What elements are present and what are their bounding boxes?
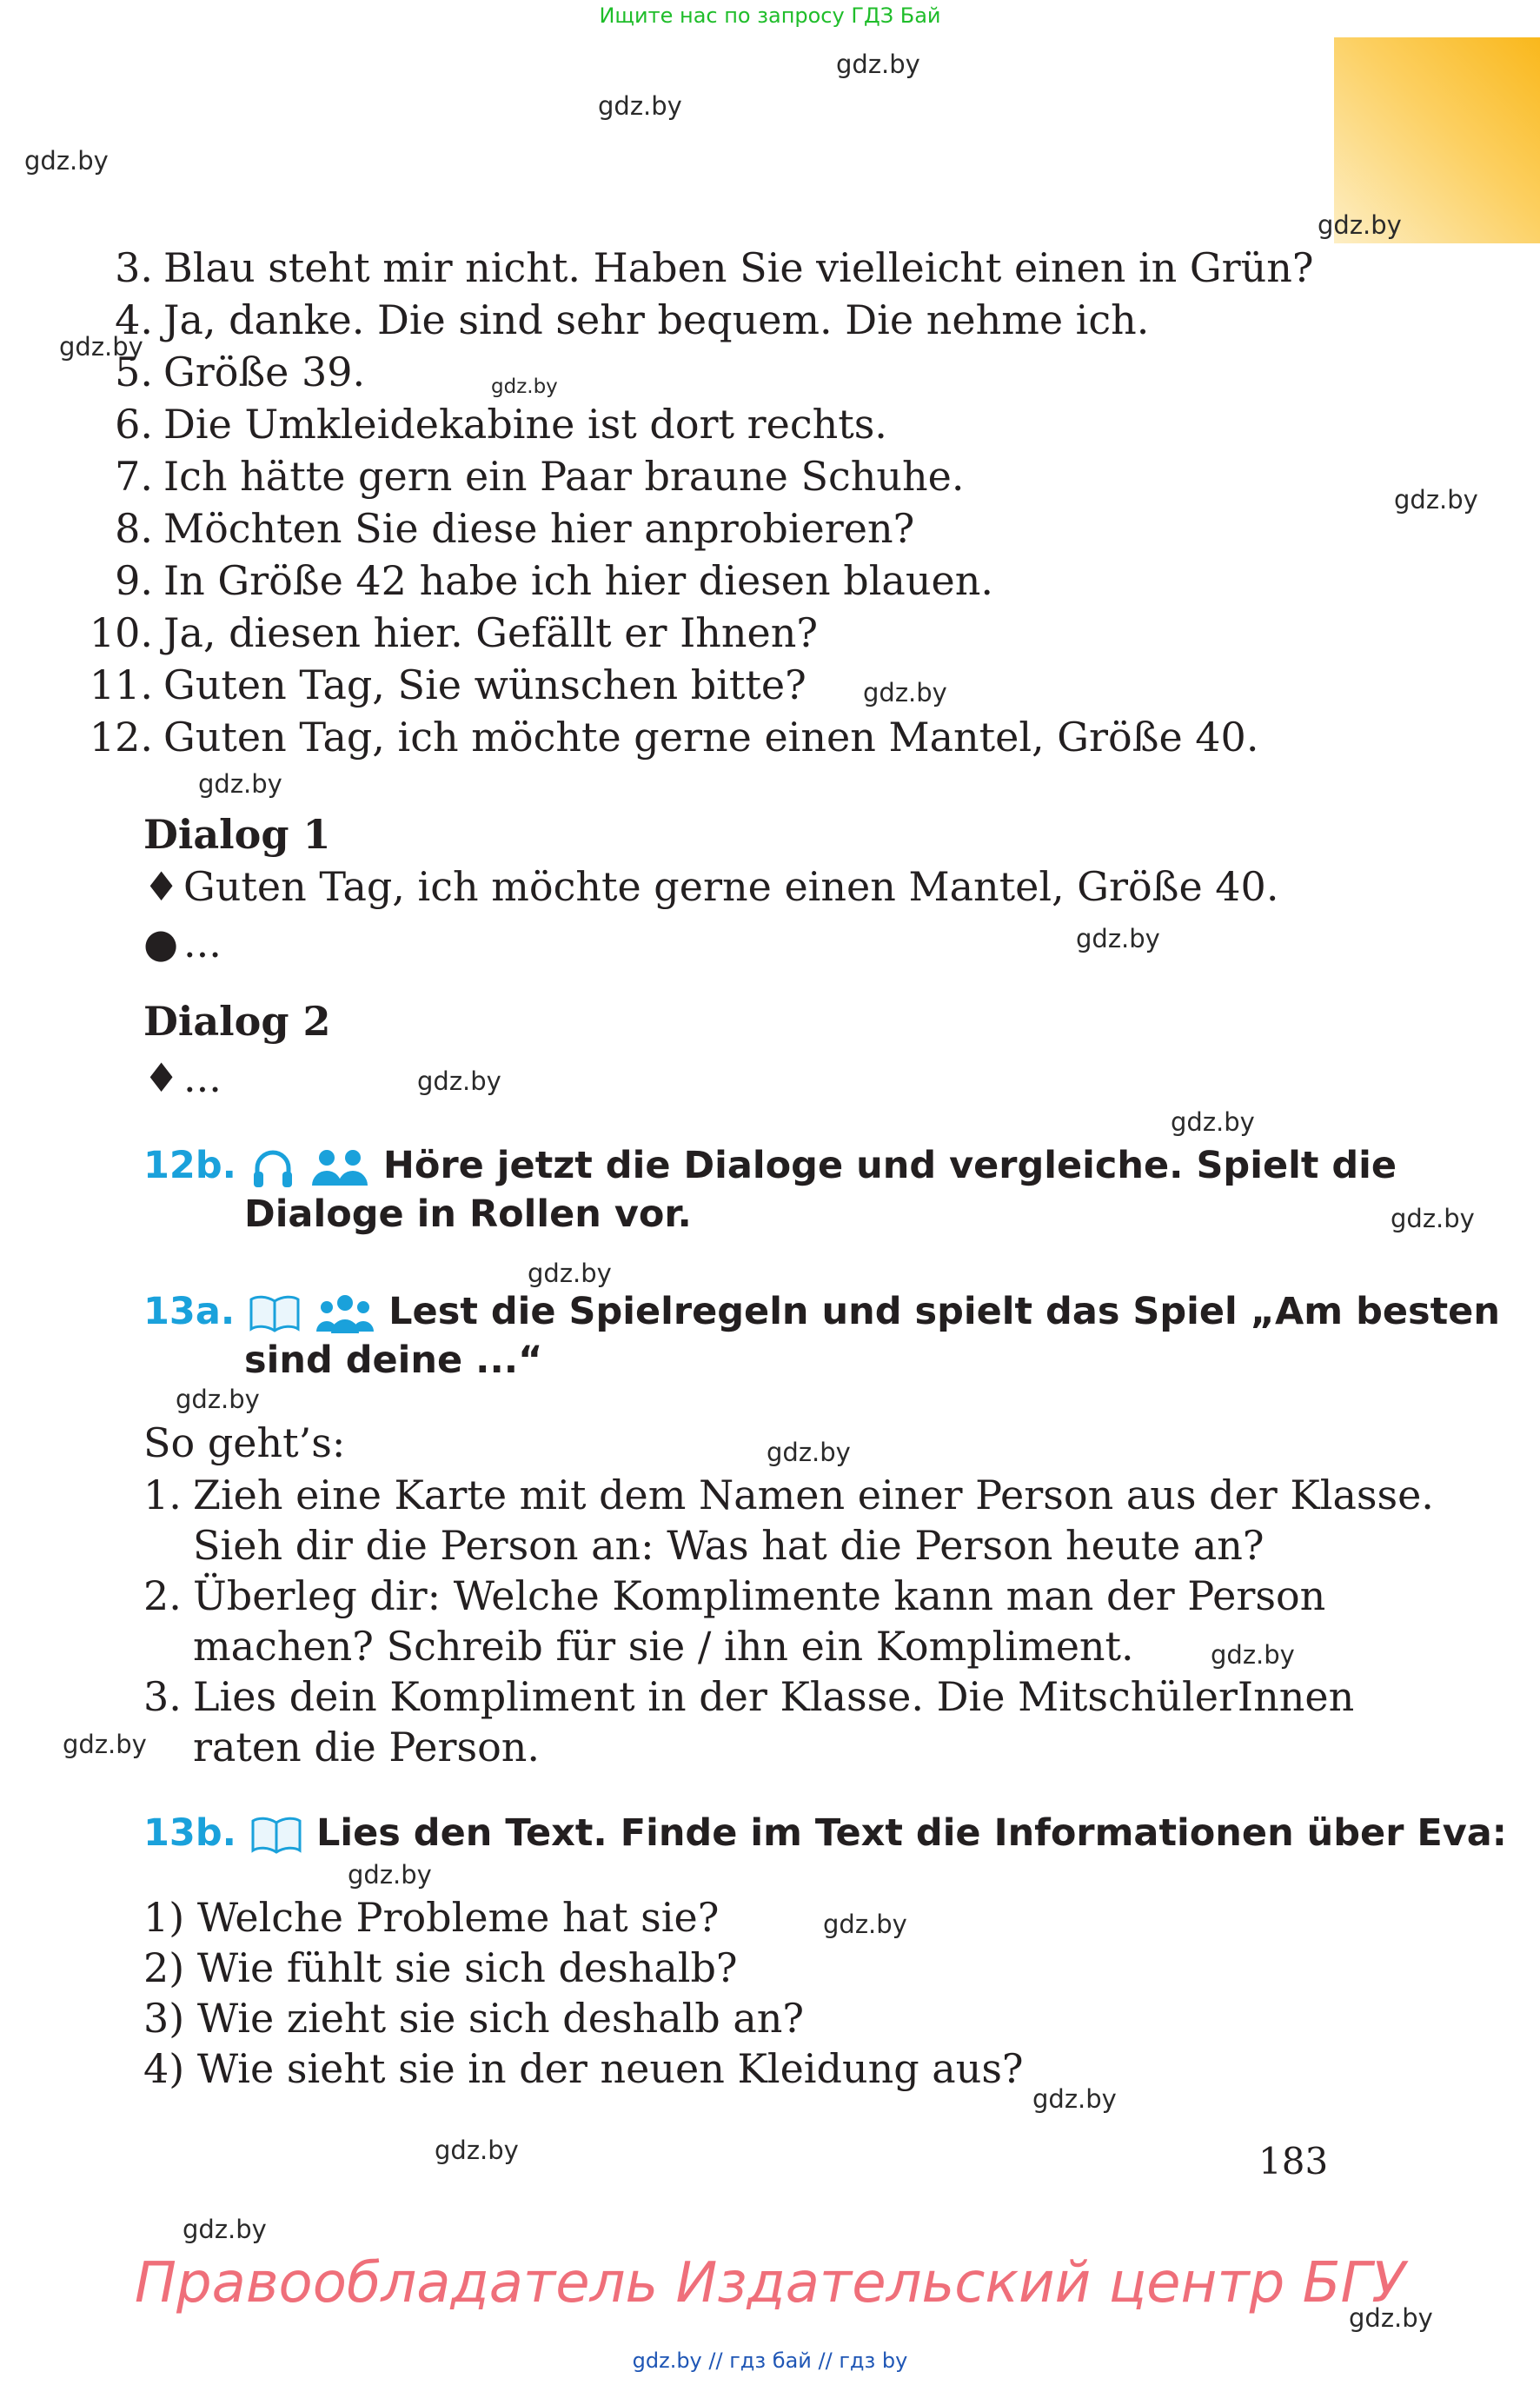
watermark: gdz.by: [183, 2215, 267, 2244]
list-item: 10. Ja, diesen hier. Gefällt er Ihnen?: [89, 609, 819, 656]
task-number: 13a.: [143, 1290, 236, 1333]
question: 4) Wie sieht sie in der neuen Kleidung aus?: [143, 2045, 1024, 2092]
watermark: gdz.by: [1391, 1204, 1475, 1233]
dialog-2-line: ♦ ...: [143, 1054, 222, 1101]
copyright-footer: Правообладатель Издательский центр БГУ: [134, 2251, 1406, 2315]
rule-step-continued: raten die Person.: [193, 1724, 541, 1770]
watermark: gdz.by: [491, 375, 558, 398]
bottom-links[interactable]: gdz.by // гдз бай // гдз by: [632, 2348, 908, 2373]
list-item: 9. In Größe 42 habe ich hier diesen blauen.: [115, 557, 993, 604]
pair-work-icon: [309, 1147, 370, 1189]
watermark: gdz.by: [417, 1066, 501, 1096]
watermark: gdz.by: [1394, 485, 1478, 515]
watermark: gdz.by: [1032, 2084, 1117, 2114]
watermark: gdz.by: [63, 1730, 147, 1759]
watermark: gdz.by: [1318, 210, 1402, 240]
task-13a-line-1: Lest die Spielregeln und spielt das Spiel „Am besten: [388, 1290, 1500, 1333]
rules-intro: So geht’s:: [143, 1419, 346, 1466]
dialog-2-title: Dialog 2: [143, 998, 331, 1045]
list-item: 8. Möchten Sie diese hier anprobieren?: [115, 505, 915, 552]
watermark: gdz.by: [836, 50, 920, 79]
list-item: 3. Blau steht mir nicht. Haben Sie vielleicht einen in Grün?: [115, 244, 1314, 291]
list-item: 5. Größe 39.: [115, 349, 366, 395]
watermark: gdz.by: [435, 2136, 519, 2165]
watermark: gdz.by: [1349, 2303, 1433, 2333]
dialog-1-line: ● ...: [143, 920, 222, 967]
question: 2) Wie fühlt sie sich deshalb?: [143, 1944, 738, 1991]
watermark: gdz.by: [59, 332, 143, 362]
dialog-1-line: ♦ Guten Tag, ich möchte gerne einen Mantel, Größe 40.: [143, 863, 1279, 910]
watermark: gdz.by: [176, 1385, 260, 1414]
task-12b-header: [143, 1144, 1397, 1189]
question: 1) Welche Probleme hat sie?: [143, 1894, 720, 1941]
rule-step: 3. Lies dein Kompliment in der Klasse. Die MitschülerInnen: [143, 1673, 1355, 1720]
watermark: gdz.by: [823, 1910, 907, 1939]
watermark: gdz.by: [598, 91, 682, 121]
rule-step: 2. Überleg dir: Welche Komplimente kann man der Person: [143, 1572, 1326, 1619]
list-item: 11. Guten Tag, Sie wünschen bitte?: [89, 661, 807, 708]
rule-step-continued: machen? Schreib für sie / ihn ein Kompliment.: [193, 1623, 1134, 1670]
task-number: 12b.: [143, 1144, 236, 1187]
task-13b-header: [143, 1811, 1507, 1856]
book-icon: [248, 1294, 302, 1334]
top-banner[interactable]: Ищите нас по запросу ГДЗ Бай: [599, 3, 941, 28]
list-item: 4. Ja, danke. Die sind sehr bequem. Die nehme ich.: [115, 296, 1150, 343]
book-icon: [249, 1816, 303, 1856]
list-item: 12. Guten Tag, ich möchte gerne einen Mantel, Größe 40.: [89, 714, 1259, 761]
watermark: gdz.by: [1171, 1107, 1255, 1137]
task-number: 13b.: [143, 1811, 236, 1855]
watermark: gdz.by: [24, 146, 109, 176]
task-13a-line-2: sind deine ...“: [244, 1339, 543, 1382]
rule-step-continued: Sieh dir die Person an: Was hat die Person heute an?: [193, 1522, 1265, 1569]
watermark: gdz.by: [767, 1438, 851, 1467]
list-item: 6. Die Umkleidekabine ist dort rechts.: [115, 401, 887, 448]
watermark: gdz.by: [528, 1259, 612, 1288]
task-13a-header: [143, 1290, 1500, 1335]
watermark: gdz.by: [198, 769, 282, 799]
group-work-icon: [315, 1293, 375, 1335]
list-item: 7. Ich hätte gern ein Paar braune Schuhe.: [115, 453, 965, 500]
headphones-icon: [249, 1147, 296, 1189]
task-12b-line-1: Höre jetzt die Dialoge und vergleiche. Spielt die: [382, 1144, 1397, 1187]
dialog-1-title: Dialog 1: [143, 811, 331, 858]
watermark: gdz.by: [1211, 1640, 1295, 1670]
task-13b-text: Lies den Text. Finde im Text die Informationen über Eva:: [315, 1811, 1507, 1855]
task-12b-line-2: Dialoge in Rollen vor.: [244, 1192, 692, 1236]
watermark: gdz.by: [1076, 924, 1160, 953]
page-number: 183: [1258, 2140, 1329, 2182]
watermark: gdz.by: [863, 678, 947, 708]
rule-step: 1. Zieh eine Karte mit dem Namen einer Person aus der Klasse.: [143, 1472, 1434, 1518]
question: 3) Wie zieht sie sich deshalb an?: [143, 1995, 805, 2042]
watermark: gdz.by: [348, 1860, 432, 1890]
